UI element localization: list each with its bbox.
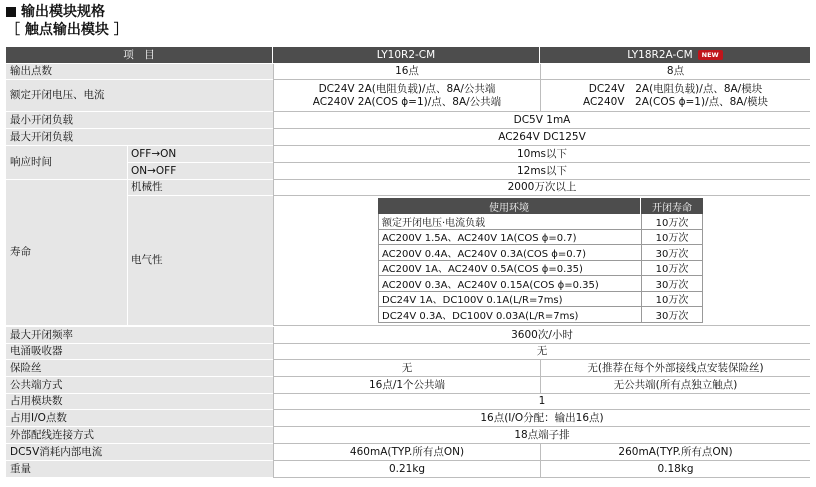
header-item: 项 目: [6, 47, 273, 63]
value-wiring: 18点端子排: [273, 427, 810, 444]
label-response-time: 响应时间: [6, 146, 127, 180]
value-common-2: 无公共端(所有点独立触点): [540, 377, 810, 394]
life-row-env: DC24V 0.3A、DC100V 0.03A(L/R=7ms): [378, 307, 641, 323]
label-life: 寿命: [6, 180, 127, 326]
label-wiring: 外部配线连接方式: [6, 427, 273, 444]
life-row-cycles: 10万次: [641, 230, 703, 246]
value-current-2: 260mA(TYP.所有点ON): [540, 444, 810, 461]
life-header-env: 使用环境: [378, 198, 641, 214]
label-weight: 重量: [6, 461, 273, 478]
life-row-cycles: 10万次: [641, 261, 703, 277]
header-model-1: LY10R2-CM: [273, 47, 540, 63]
life-row-cycles: 10万次: [641, 214, 703, 230]
value-io-points: 16点(I/O分配：输出16点): [273, 410, 810, 427]
header-model-2: LY18R2A-CM NEW: [540, 47, 810, 63]
label-max-frequency: 最大开闭频率: [6, 327, 273, 344]
label-rated-voltage-current: 额定开闭电压、电流: [6, 80, 273, 112]
value-max-load: AC264V DC125V: [273, 129, 810, 146]
life-row-env: AC200V 0.3A、AC240V 0.15A(COS ϕ=0.35): [378, 276, 641, 292]
value-rated-2: DC24V 2A(电阻负载)/点、8A/模块 AC240V 2A(COS ϕ=1)/点、8A/模块: [540, 80, 810, 112]
value-min-load: DC5V 1mA: [273, 112, 810, 129]
value-off-on: 10ms以下: [273, 146, 810, 163]
label-occupied-modules: 占用模块数: [6, 394, 273, 410]
value-output-points-1: 16点: [273, 64, 540, 80]
value-on-off: 12ms以下: [273, 163, 810, 180]
value-fuse-2: 无(推荐在每个外部接线点安装保险丝): [540, 360, 810, 377]
life-row-env: DC24V 1A、DC100V 0.1A(L/R=7ms): [378, 292, 641, 308]
label-min-load: 最小开闭负载: [6, 112, 273, 129]
page-title: 输出模块规格: [6, 4, 105, 20]
life-row-env: AC200V 1.5A、AC240V 1A(COS ϕ=0.7): [378, 230, 641, 246]
value-mechanical: 2000万次以上: [273, 180, 810, 196]
value-max-frequency: 3600次/小时: [273, 327, 810, 344]
life-row-cycles: 30万次: [641, 245, 703, 261]
life-row-cycles: 10万次: [641, 292, 703, 308]
label-off-on: OFF→ON: [127, 146, 273, 163]
value-common-1: 16点/1个公共端: [273, 377, 540, 394]
life-row-env: AC200V 1A、AC240V 0.5A(COS ϕ=0.35): [378, 261, 641, 277]
label-output-points: 输出点数: [6, 64, 273, 80]
value-occupied-modules: 1: [273, 394, 810, 410]
label-internal-current: DC5V消耗内部电流: [6, 444, 273, 461]
label-common-type: 公共端方式: [6, 377, 273, 394]
section-subtitle: ［ 触点输出模块 ］: [6, 22, 128, 38]
value-fuse-1: 无: [273, 360, 540, 377]
label-surge-absorber: 电涌吸收器: [6, 344, 273, 360]
life-row-env: AC200V 0.4A、AC240V 0.3A(COS ϕ=0.7): [378, 245, 641, 261]
label-fuse: 保险丝: [6, 360, 273, 377]
value-rated-1: DC24V 2A(电阻负载)/点、8A/公共端 AC240V 2A(COS ϕ=1)/点、8A/公共端: [273, 80, 540, 112]
value-weight-2: 0.18kg: [540, 461, 810, 478]
new-badge: NEW: [698, 50, 723, 60]
label-mechanical: 机械性: [127, 180, 273, 196]
label-max-load: 最大开闭负载: [6, 129, 273, 146]
label-on-off: ON→OFF: [127, 163, 273, 180]
life-row-cycles: 30万次: [641, 307, 703, 323]
label-electrical: 电气性: [127, 196, 273, 326]
value-output-points-2: 8点: [540, 64, 810, 80]
square-bullet-icon: [6, 7, 16, 17]
value-weight-1: 0.21kg: [273, 461, 540, 478]
life-row-env: 额定开闭电压·电流负载: [378, 214, 641, 230]
life-row-cycles: 30万次: [641, 276, 703, 292]
life-header-cycles: 开闭寿命: [641, 198, 703, 214]
value-surge-absorber: 无: [273, 344, 810, 360]
label-io-points: 占用I/O点数: [6, 410, 273, 427]
value-current-1: 460mA(TYP.所有点ON): [273, 444, 540, 461]
